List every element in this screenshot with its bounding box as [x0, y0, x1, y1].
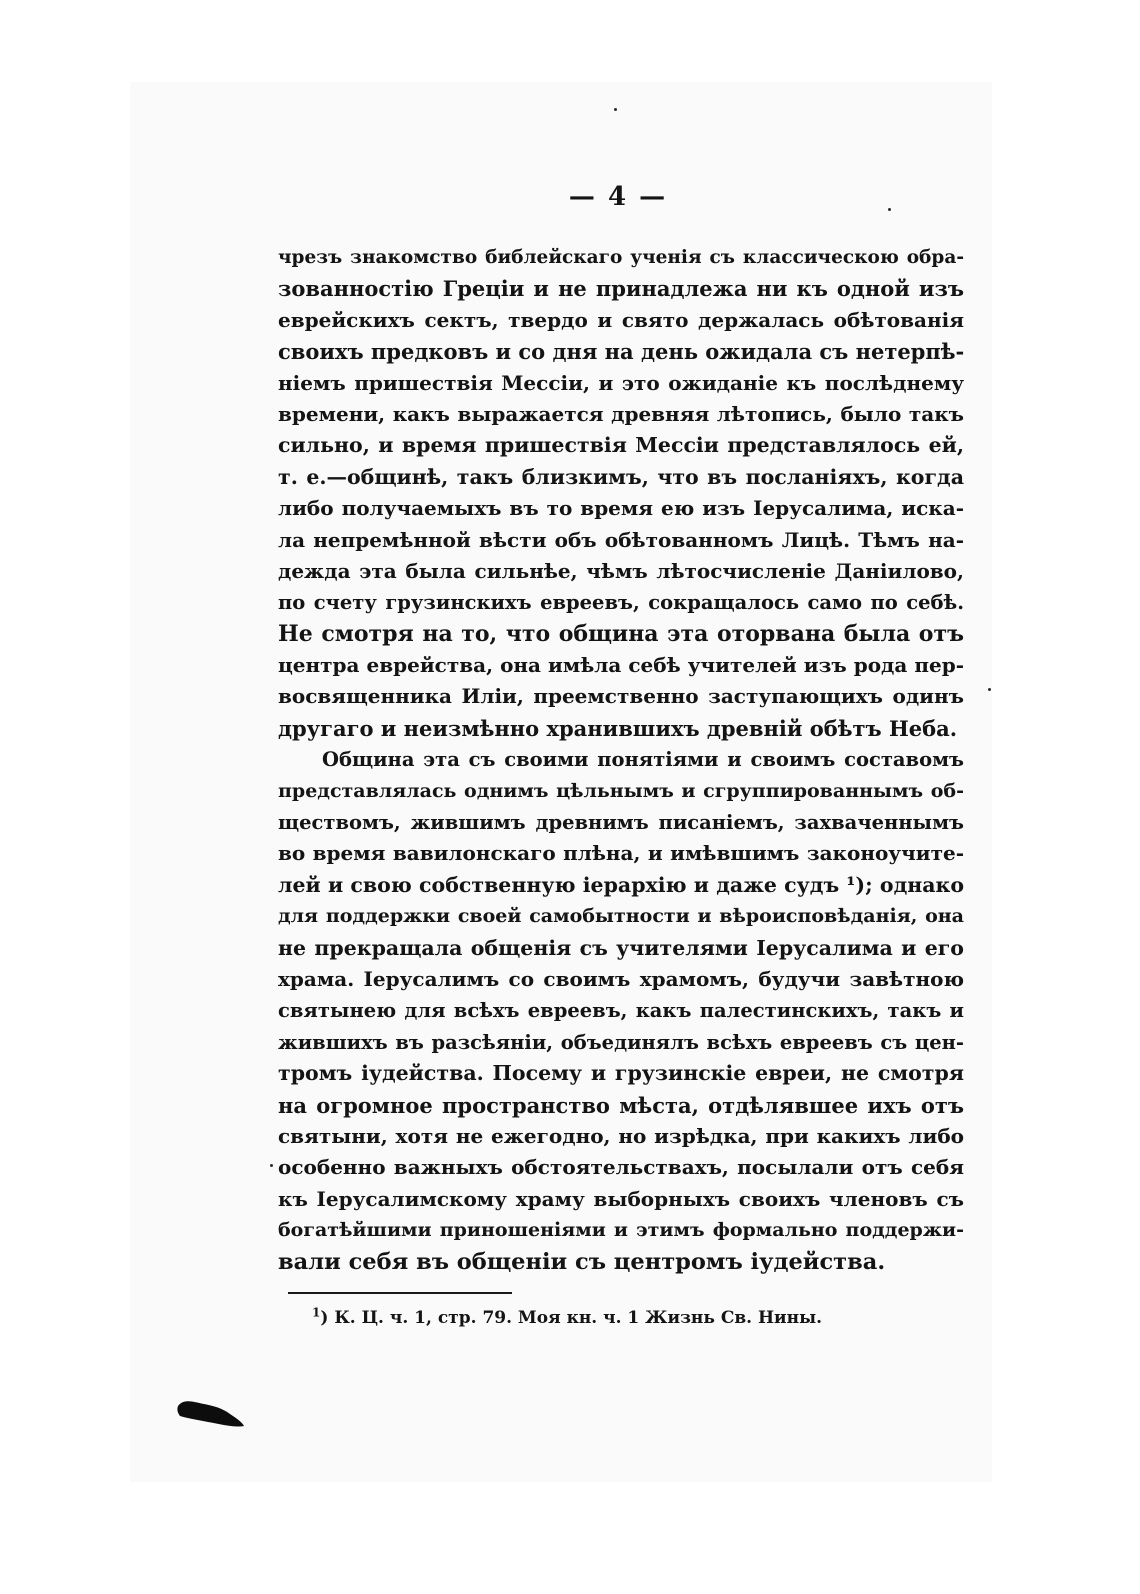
text-line: не прекращала общенія съ учителями Іерусалима и его [278, 935, 964, 960]
text-line: храма. Іерусалимъ со своимъ храмомъ, будучи завѣтною [278, 966, 964, 991]
text-line: по счету грузинскихъ евреевъ, сокращалось само по себѣ. [278, 591, 964, 615]
text-line: т. е.—общинѣ, такъ близкимъ, что въ посланіяхъ, когда [278, 464, 964, 489]
text-line: своихъ предковъ и со дня на день ожидала съ нетерпѣ- [278, 339, 965, 365]
text-line: ніемъ пришествія Мессіи, и это ожиданіе къ послѣднему [278, 370, 964, 395]
text-line: тромъ іудейства. Посему и грузинскіе евреи, не смотря [278, 1061, 964, 1086]
scan-speck [988, 688, 991, 691]
text-line: святыни, хотя не ежегодно, но изрѣдка, при какихъ либо [278, 1123, 964, 1148]
body-text [278, 242, 964, 1278]
text-line: времени, какъ выражается древняя лѣтопись, было такъ [278, 401, 964, 426]
text-line: ществомъ, жившимъ древнимъ писаніемъ, захваченнымъ [278, 811, 964, 835]
text-line: во время вавилонскаго плѣна, и имѣвшимъ законоучите- [278, 841, 964, 866]
text-line: ла непремѣнной вѣсти объ обѣтованномъ Лицѣ. Тѣмъ на- [278, 527, 964, 552]
text-line: особенно важныхъ обстоятельствахъ, посылали отъ себя [278, 1155, 964, 1180]
text-line: центра еврейства, она имѣла себѣ учителей изъ рода пер- [278, 653, 964, 678]
text-line: представлялась однимъ цѣльнымъ и сгруппированнымъ об- [278, 779, 964, 802]
text-line: на огромное пространство мѣста, отдѣлявшее ихъ отъ [278, 1092, 964, 1118]
text-line: святынею для всѣхъ евреевъ, какъ палестинскихъ, такъ и [278, 999, 964, 1023]
text-line: сильно, и время пришествія Мессіи представлялось ей, [278, 433, 964, 458]
text-line: къ Іерусалимскому храму выборныхъ своихъ членовъ съ [278, 1186, 964, 1211]
text-line: жившихъ въ разсѣяніи, объединялъ всѣхъ евреевъ съ цен- [278, 1030, 964, 1054]
text-line: еврейскихъ сектъ, твердо и свято держалась обѣтованія [278, 307, 964, 332]
text-line: лей и свою собственную іерархію и даже судъ ¹); однако [278, 872, 964, 897]
text-line: вали себя въ общеніи съ центромъ іудейства. [278, 1248, 886, 1275]
text-line: чрезъ знакомство библейскаго ученія съ классическою обра- [278, 247, 964, 268]
page-number: — 4 — [568, 182, 668, 212]
text-line: либо получаемыхъ въ то время ею изъ Іерусалима, иска- [278, 496, 964, 521]
text-line: восвященника Иліи, преемственно заступающихъ одинъ [278, 684, 964, 709]
text-line: зованностію Греціи и не принадлежа ни къ одной изъ [278, 276, 964, 302]
text-line: другаго и неизмѣнно хранившихъ древній обѣтъ Неба. [278, 715, 958, 741]
scan-speck [270, 1164, 273, 1167]
footnote-marker: 1 [312, 1305, 321, 1320]
ink-blot-mark [176, 1396, 246, 1432]
text-line: дежда эта была сильнѣе, чѣмъ лѣтосчисленіе Даніилово, [278, 558, 964, 583]
footnote-divider [288, 1292, 512, 1294]
footnote-text: ) К. Ц. ч. 1, стр. 79. Моя кн. ч. 1 Жизнь Св. Нины. [320, 1308, 823, 1328]
footnote [312, 1305, 823, 1328]
text-line: Община эта съ своими понятіями и своимъ составомъ [322, 748, 964, 772]
text-line: богатѣйшими приношеніями и этимъ формально поддержи- [278, 1219, 964, 1242]
text-line: Не смотря на то, что община эта оторвана была отъ [278, 620, 964, 647]
scan-speck [888, 208, 891, 211]
text-line: для поддержки своей самобытности и вѣроисповѣданія, она [278, 905, 964, 928]
scan-speck [614, 108, 617, 111]
